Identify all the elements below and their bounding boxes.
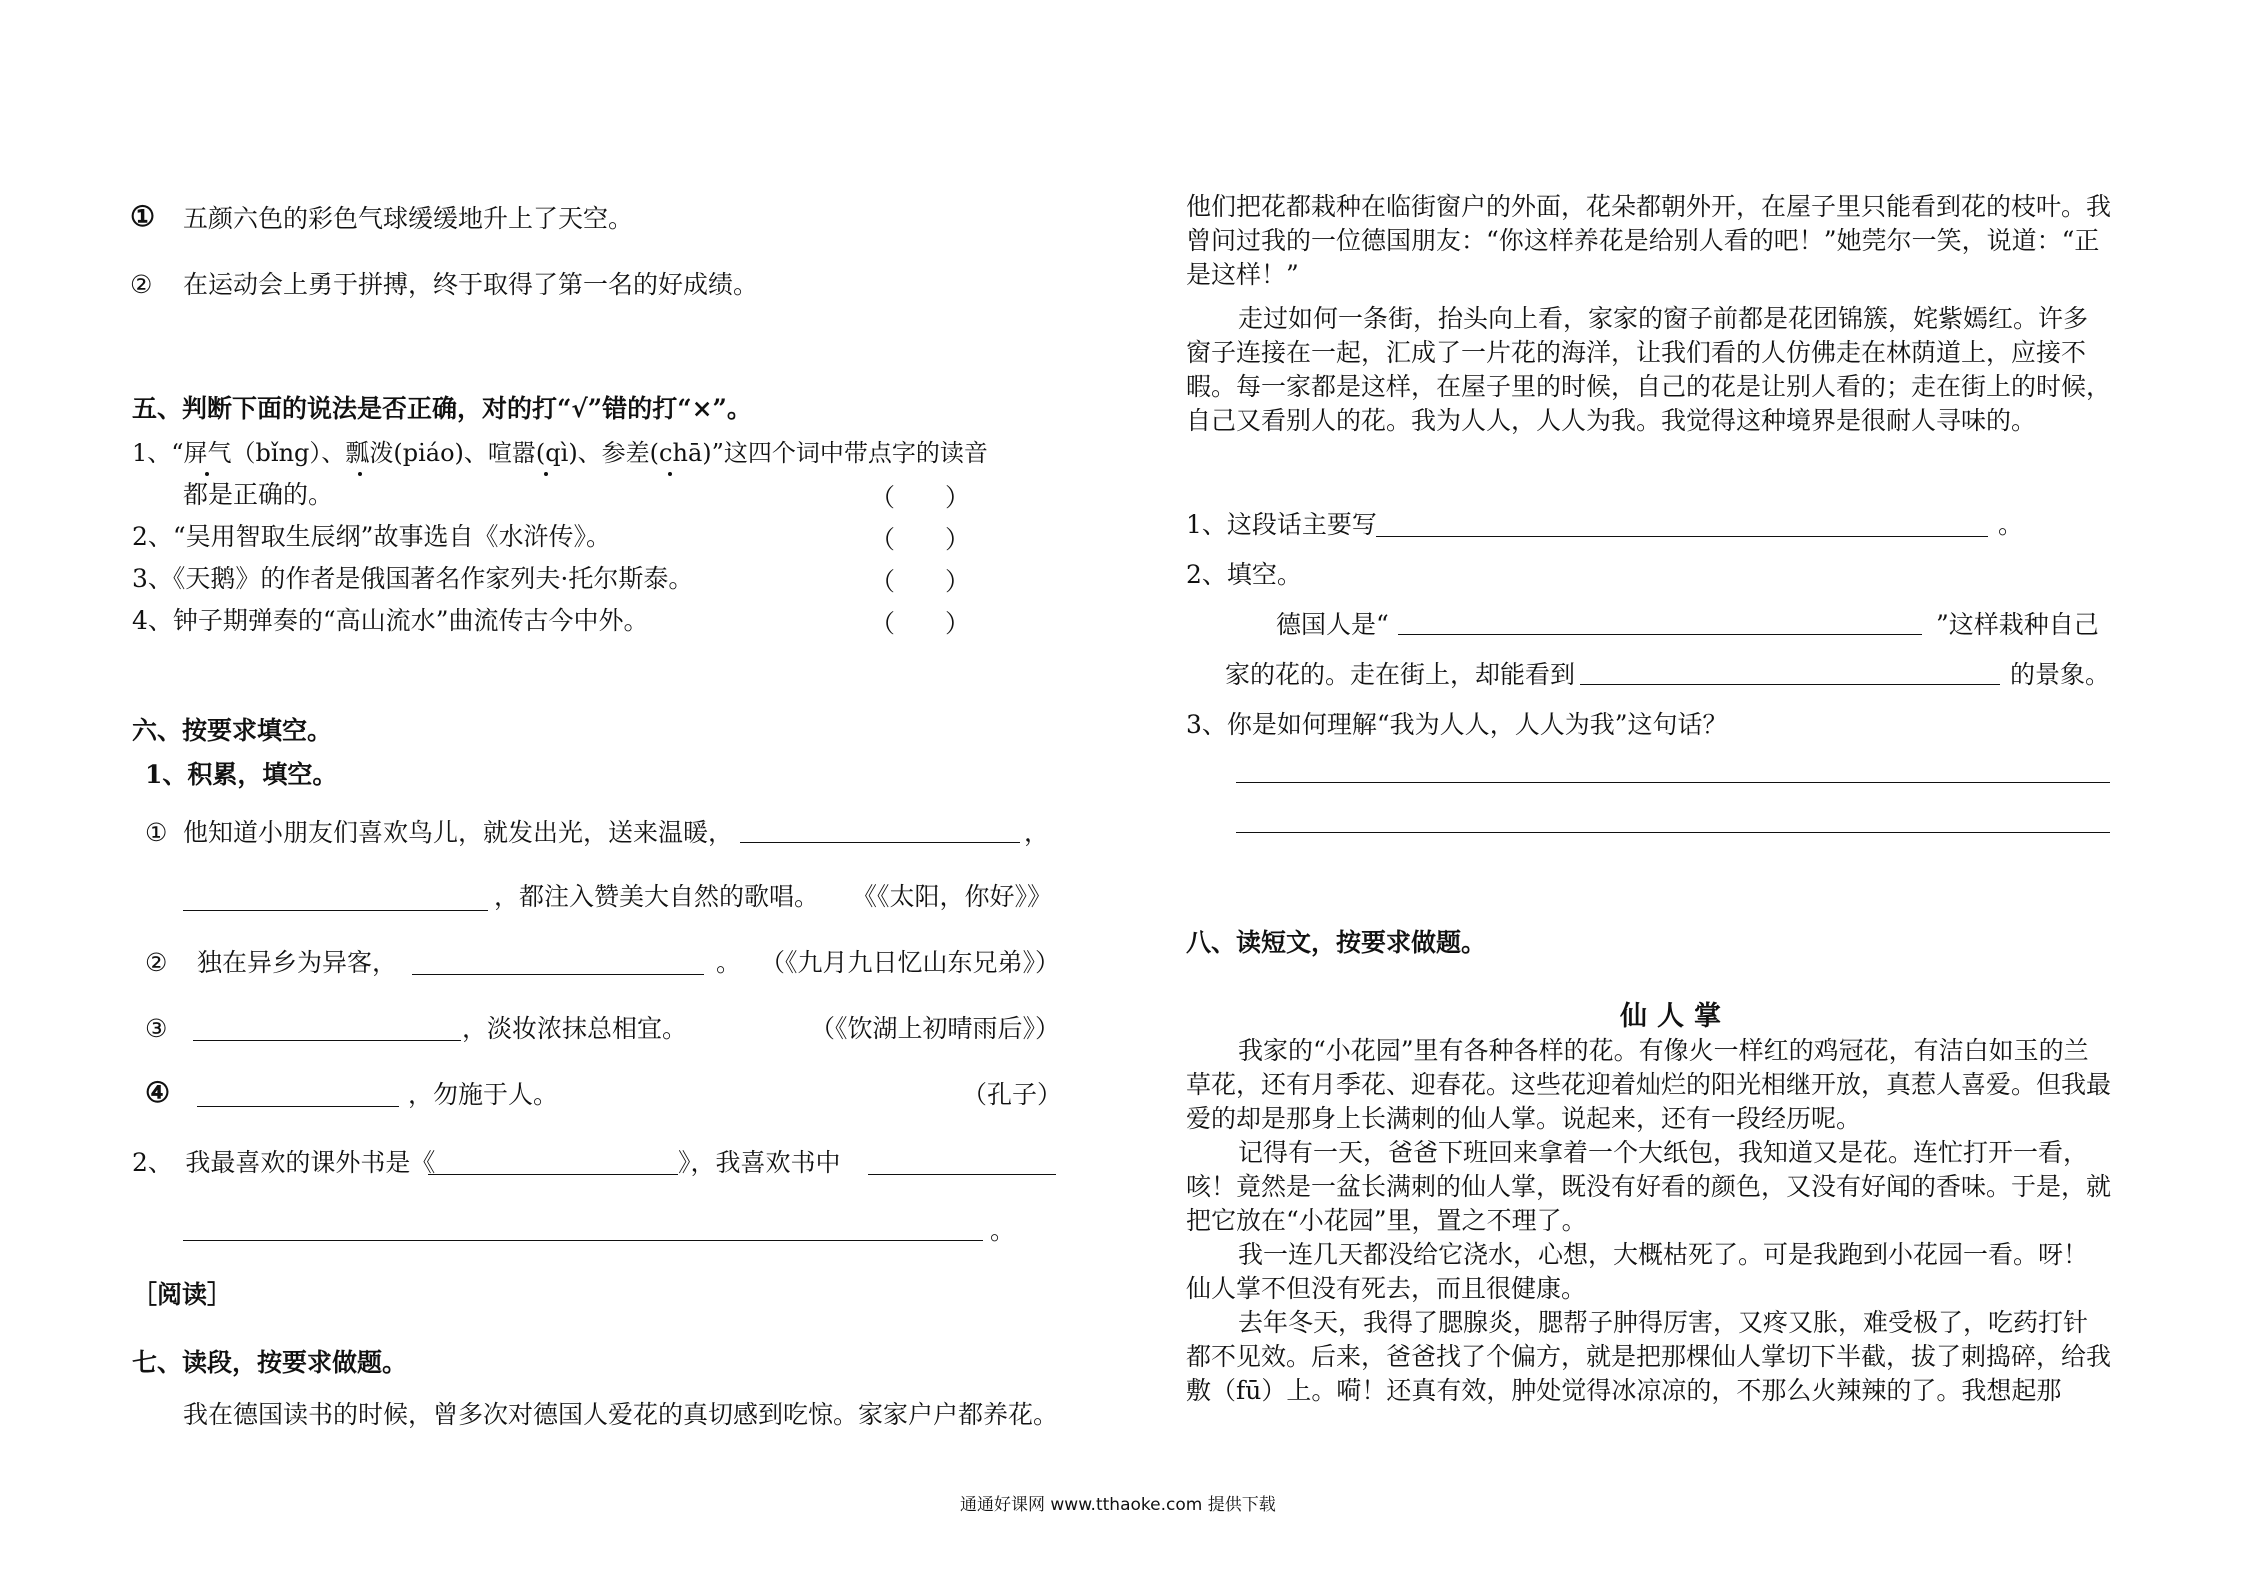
- s4-item1-num: ①: [130, 200, 156, 233]
- emphasis-dot: [668, 472, 672, 476]
- answer-line[interactable]: [1236, 782, 2110, 783]
- fill-blank[interactable]: [193, 1040, 461, 1041]
- s5-q1-line2: 都是正确的。: [183, 480, 334, 509]
- s6-i2-num: ②: [145, 948, 168, 977]
- s7-q1-end: 。: [1998, 510, 2024, 539]
- s6-i3-num: ③: [145, 1014, 168, 1043]
- passage-paragraph2: 走过如何一条街，抬头向上看，家家的窗子前都是花团锦簇，姹紫嫣红。许多窗子连接在一起，汇成了一片花的海洋，让我们看的人仿佛走在林荫道上，应接不暇。每一家都是这样，在屋子里的时候，自己的花是让别人看的；走在街上的时候，自己又看别人的花。我为人人，人人为我。我觉得这种境界是很耐人寻味的。: [1186, 304, 2112, 435]
- s6-q2-a: 2、 我最喜欢的课外书是《: [132, 1148, 436, 1177]
- s6-i2-source: （《九月九日忆山东兄弟》）: [760, 948, 1061, 977]
- s6-i1-num: ①: [145, 818, 168, 847]
- emphasis-dot: [358, 472, 362, 476]
- s6-i3-source: （《饮湖上初晴雨后》）: [810, 1014, 1061, 1043]
- answer-paren[interactable]: （ ）: [870, 567, 971, 596]
- s7-q2-d: 的景象。: [2010, 660, 2111, 689]
- section8-title: 八、读短文，按要求做题。: [1186, 928, 1487, 957]
- answer-line[interactable]: [1236, 832, 2110, 833]
- s5-q2: 2、“吴用智取生辰纲”故事选自《水浒传》。: [132, 522, 611, 551]
- s7-q2-a: 德国人是“: [1276, 610, 1389, 639]
- s6-i1-line2: ，都注入赞美大自然的歌唱。: [494, 882, 820, 911]
- s6-i2-end: 。: [716, 948, 742, 977]
- section7-title: 七、读段，按要求做题。: [132, 1348, 408, 1377]
- s5-q1-line1: 1、“屏气（bǐng）、瓢泼(piáo)、喧嚣(qì)、参差(chā)”这四个词中带点字的读音: [132, 439, 988, 467]
- section5-title: 五、判断下面的说法是否正确，对的打“√”错的打“×”。: [132, 394, 752, 423]
- section6-title: 六、按要求填空。: [132, 716, 333, 745]
- fill-blank[interactable]: [868, 1174, 1056, 1175]
- s5-q3: 3、《天鹅》的作者是俄国著名作家列夫·托尔斯泰。: [132, 564, 694, 593]
- s7-q2-c: 家的花的。走在街上，却能看到: [1225, 660, 1576, 689]
- fill-blank[interactable]: [428, 1174, 678, 1175]
- s7-q2-b: ”这样栽种自己: [1936, 610, 2099, 639]
- s7-q1: 1、这段话主要写: [1186, 510, 1377, 539]
- fill-blank[interactable]: [1398, 634, 1922, 635]
- answer-paren[interactable]: （ ）: [870, 525, 971, 554]
- s6-i1-text: 他知道小朋友们喜欢鸟儿，就发出光，送来温暖，: [183, 818, 734, 847]
- reading-label: ［阅读］: [132, 1280, 233, 1309]
- s6-i4-source: （孔子）: [962, 1080, 1063, 1109]
- s5-q4: 4、钟子期弹奏的“高山流水”曲流传古今中外。: [132, 606, 649, 635]
- s7-q3: 3、你是如何理解“我为人人，人人为我”这句话？: [1186, 710, 1728, 739]
- s6-i3-text: ，淡妆浓抹总相宜。: [462, 1014, 688, 1043]
- comma: ，: [1024, 818, 1050, 847]
- s6-q2-end: 。: [990, 1216, 1016, 1245]
- fill-blank[interactable]: [183, 1240, 983, 1241]
- s7-paragraph1: 我在德国读书的时候，曾多次对德国人爱花的真切感到吃惊。家家户户都养花。: [183, 1400, 1059, 1429]
- s6-q2-b: 》，我喜欢书中: [678, 1148, 841, 1177]
- story-paragraph2: 记得有一天，爸爸下班回来拿着一个大纸包，我知道又是花。连忙打开一看，咳！竟然是一盆长满刺的仙人掌，既没有好看的颜色，又没有好闻的香味。于是，就把它放在“小花园”里，置之不理了。: [1186, 1138, 2112, 1235]
- s6-i2-text: 独在异乡为异客，: [197, 948, 398, 977]
- fill-blank[interactable]: [197, 1106, 399, 1107]
- fill-blank[interactable]: [412, 974, 704, 975]
- s7-q2: 2、填空。: [1186, 560, 1302, 589]
- story-paragraph1: 我家的“小花园”里有各种各样的花。有像火一样红的鸡冠花，有洁白如玉的兰草花，还有月季花、迎春花。这些花迎着灿烂的阳光相继开放，真惹人喜爱。但我最爱的却是那身上长满刺的仙人掌。说起来，还有一段经历呢。: [1186, 1036, 2112, 1133]
- passage-continued: 他们把花都栽种在临街窗户的外面，花朵都朝外开，在屋子里只能看到花的枝叶。我曾问过我的一位德国朋友：“你这样养花是给别人看的吧！”她莞尔一笑，说道：“正是这样！”: [1186, 192, 2112, 289]
- s6-i1-source: 《《太阳，你好》》: [852, 882, 1053, 911]
- s4-item2-num: ②: [130, 270, 153, 299]
- s4-item1-text: 五颜六色的彩色气球缓缓地升上了天空。: [183, 204, 634, 233]
- fill-blank[interactable]: [1376, 536, 1988, 537]
- s6-i4-text: ，勿施于人。: [408, 1080, 559, 1109]
- s6-sub1: 1、积累，填空。: [145, 760, 338, 789]
- answer-paren[interactable]: （ ）: [870, 483, 971, 512]
- s6-i4-num: ④: [145, 1076, 171, 1109]
- fill-blank[interactable]: [1580, 684, 2000, 685]
- emphasis-dot: [544, 472, 548, 476]
- story-paragraph4: 去年冬天，我得了腮腺炎，腮帮子肿得厉害，又疼又胀，难受极了，吃药打针都不见效。后来，爸爸找了个偏方，就是把那棵仙人掌切下半截，拔了刺捣碎，给我敷（fū）上。嗬！还真有效，肿处觉得冰凉凉的，不那么火辣辣的了。我想起那: [1186, 1308, 2112, 1405]
- fill-blank[interactable]: [183, 910, 488, 911]
- fill-blank[interactable]: [740, 842, 1020, 843]
- emphasis-dot: [205, 472, 209, 476]
- s4-item2-text: 在运动会上勇于拼搏，终于取得了第一名的好成绩。: [183, 270, 759, 299]
- story-title: 仙人掌: [1620, 1001, 1731, 1032]
- story-paragraph3: 我一连几天都没给它浇水，心想，大概枯死了。可是我跑到小花园一看。呀！仙人掌不但没有死去，而且很健康。: [1186, 1240, 2089, 1303]
- footer-credit: 通通好课网 www.tthaoke.com 提供下载: [960, 1495, 1276, 1515]
- answer-paren[interactable]: （ ）: [870, 609, 971, 638]
